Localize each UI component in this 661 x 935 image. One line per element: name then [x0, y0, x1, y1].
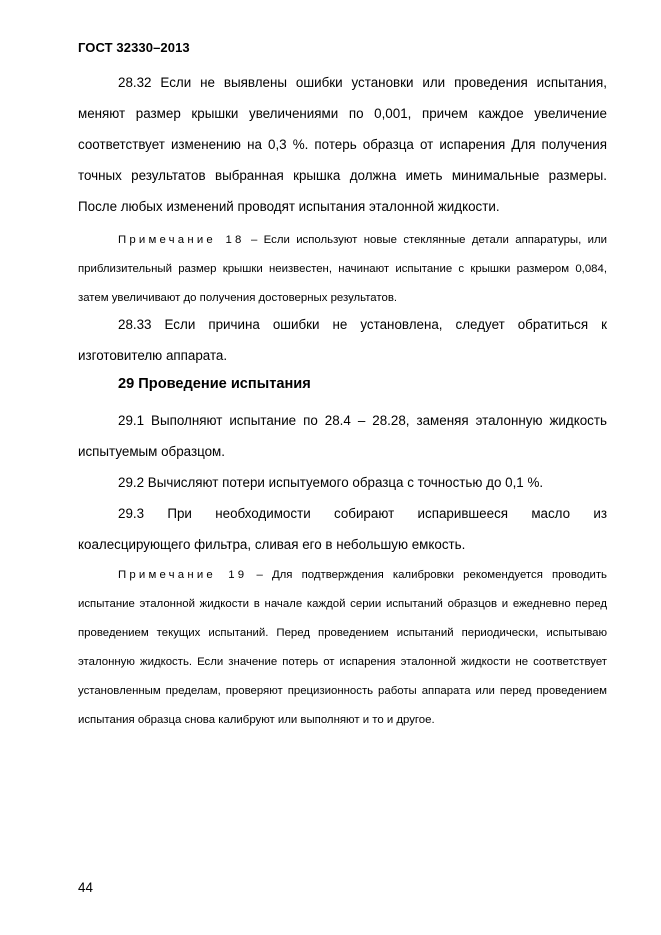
paragraph-28-33: 28.33 Если причина ошибки не установлена, следует обратиться к изготовителю аппарата.: [78, 317, 607, 363]
paragraph-29-3-line-1: 29.3 При необходимости собирают испарившееся масло из: [118, 506, 607, 521]
note-19-label: Примечание 19: [118, 569, 248, 581]
note-19: [78, 561, 607, 735]
paragraph-28-32: 28.32 Если не выявлены ошибки установки или проведения испытания, меняют размер крышки увеличениями по 0,001, причем каждое увеличение соответствует изменению на 0,3 %. потерь образца от испарения Для получения точных результатов выбранная крышка должна иметь минимальные размеры. После любых изменений проводят испытания эталонной жидкости.: [78, 75, 607, 214]
paragraph-29-2: 29.2 Вычисляют потери испытуемого образца с точностью до 0,1 %.: [118, 475, 544, 490]
note-18-label: Примечание 18: [118, 234, 245, 246]
paragraph-29-1: 29.1 Выполняют испытание по 28.4 – 28.28, заменяя эталонную жидкость испытуемым образцом.: [78, 413, 607, 459]
note-19-text: – Для подтверждения калибровки рекомендуется проводить испытание эталонной жидкости в начале каждой серии испытаний образцов и ежедневно перед проведением текущих испытаний. Перед проведением испытаний периодически, испытываю эталонную жидкость. Если значение потерь от испарения эталонной жидкости не соответствует установленным пределам, проверяют прецизионность работы аппарата или перед проведением испытания образца снова калибруют или выполняют и то и другое.: [78, 569, 607, 726]
section-29-heading: 29 Проведение испытания: [118, 376, 311, 392]
note-18: [78, 226, 607, 313]
paragraph-29-3-line-2: коалесцирующего фильтра, сливая его в небольшую емкость.: [78, 537, 466, 552]
document-header: ГОСТ 32330–2013: [78, 40, 190, 55]
note-18-text: – Если используют новые стеклянные детали аппаратуры, или приблизительный размер крышки неизвестен, начинают испытание с крышки размером 0,084, затем увеличивают до получения достоверных результатов.: [78, 234, 607, 304]
page-number: 44: [78, 880, 93, 895]
